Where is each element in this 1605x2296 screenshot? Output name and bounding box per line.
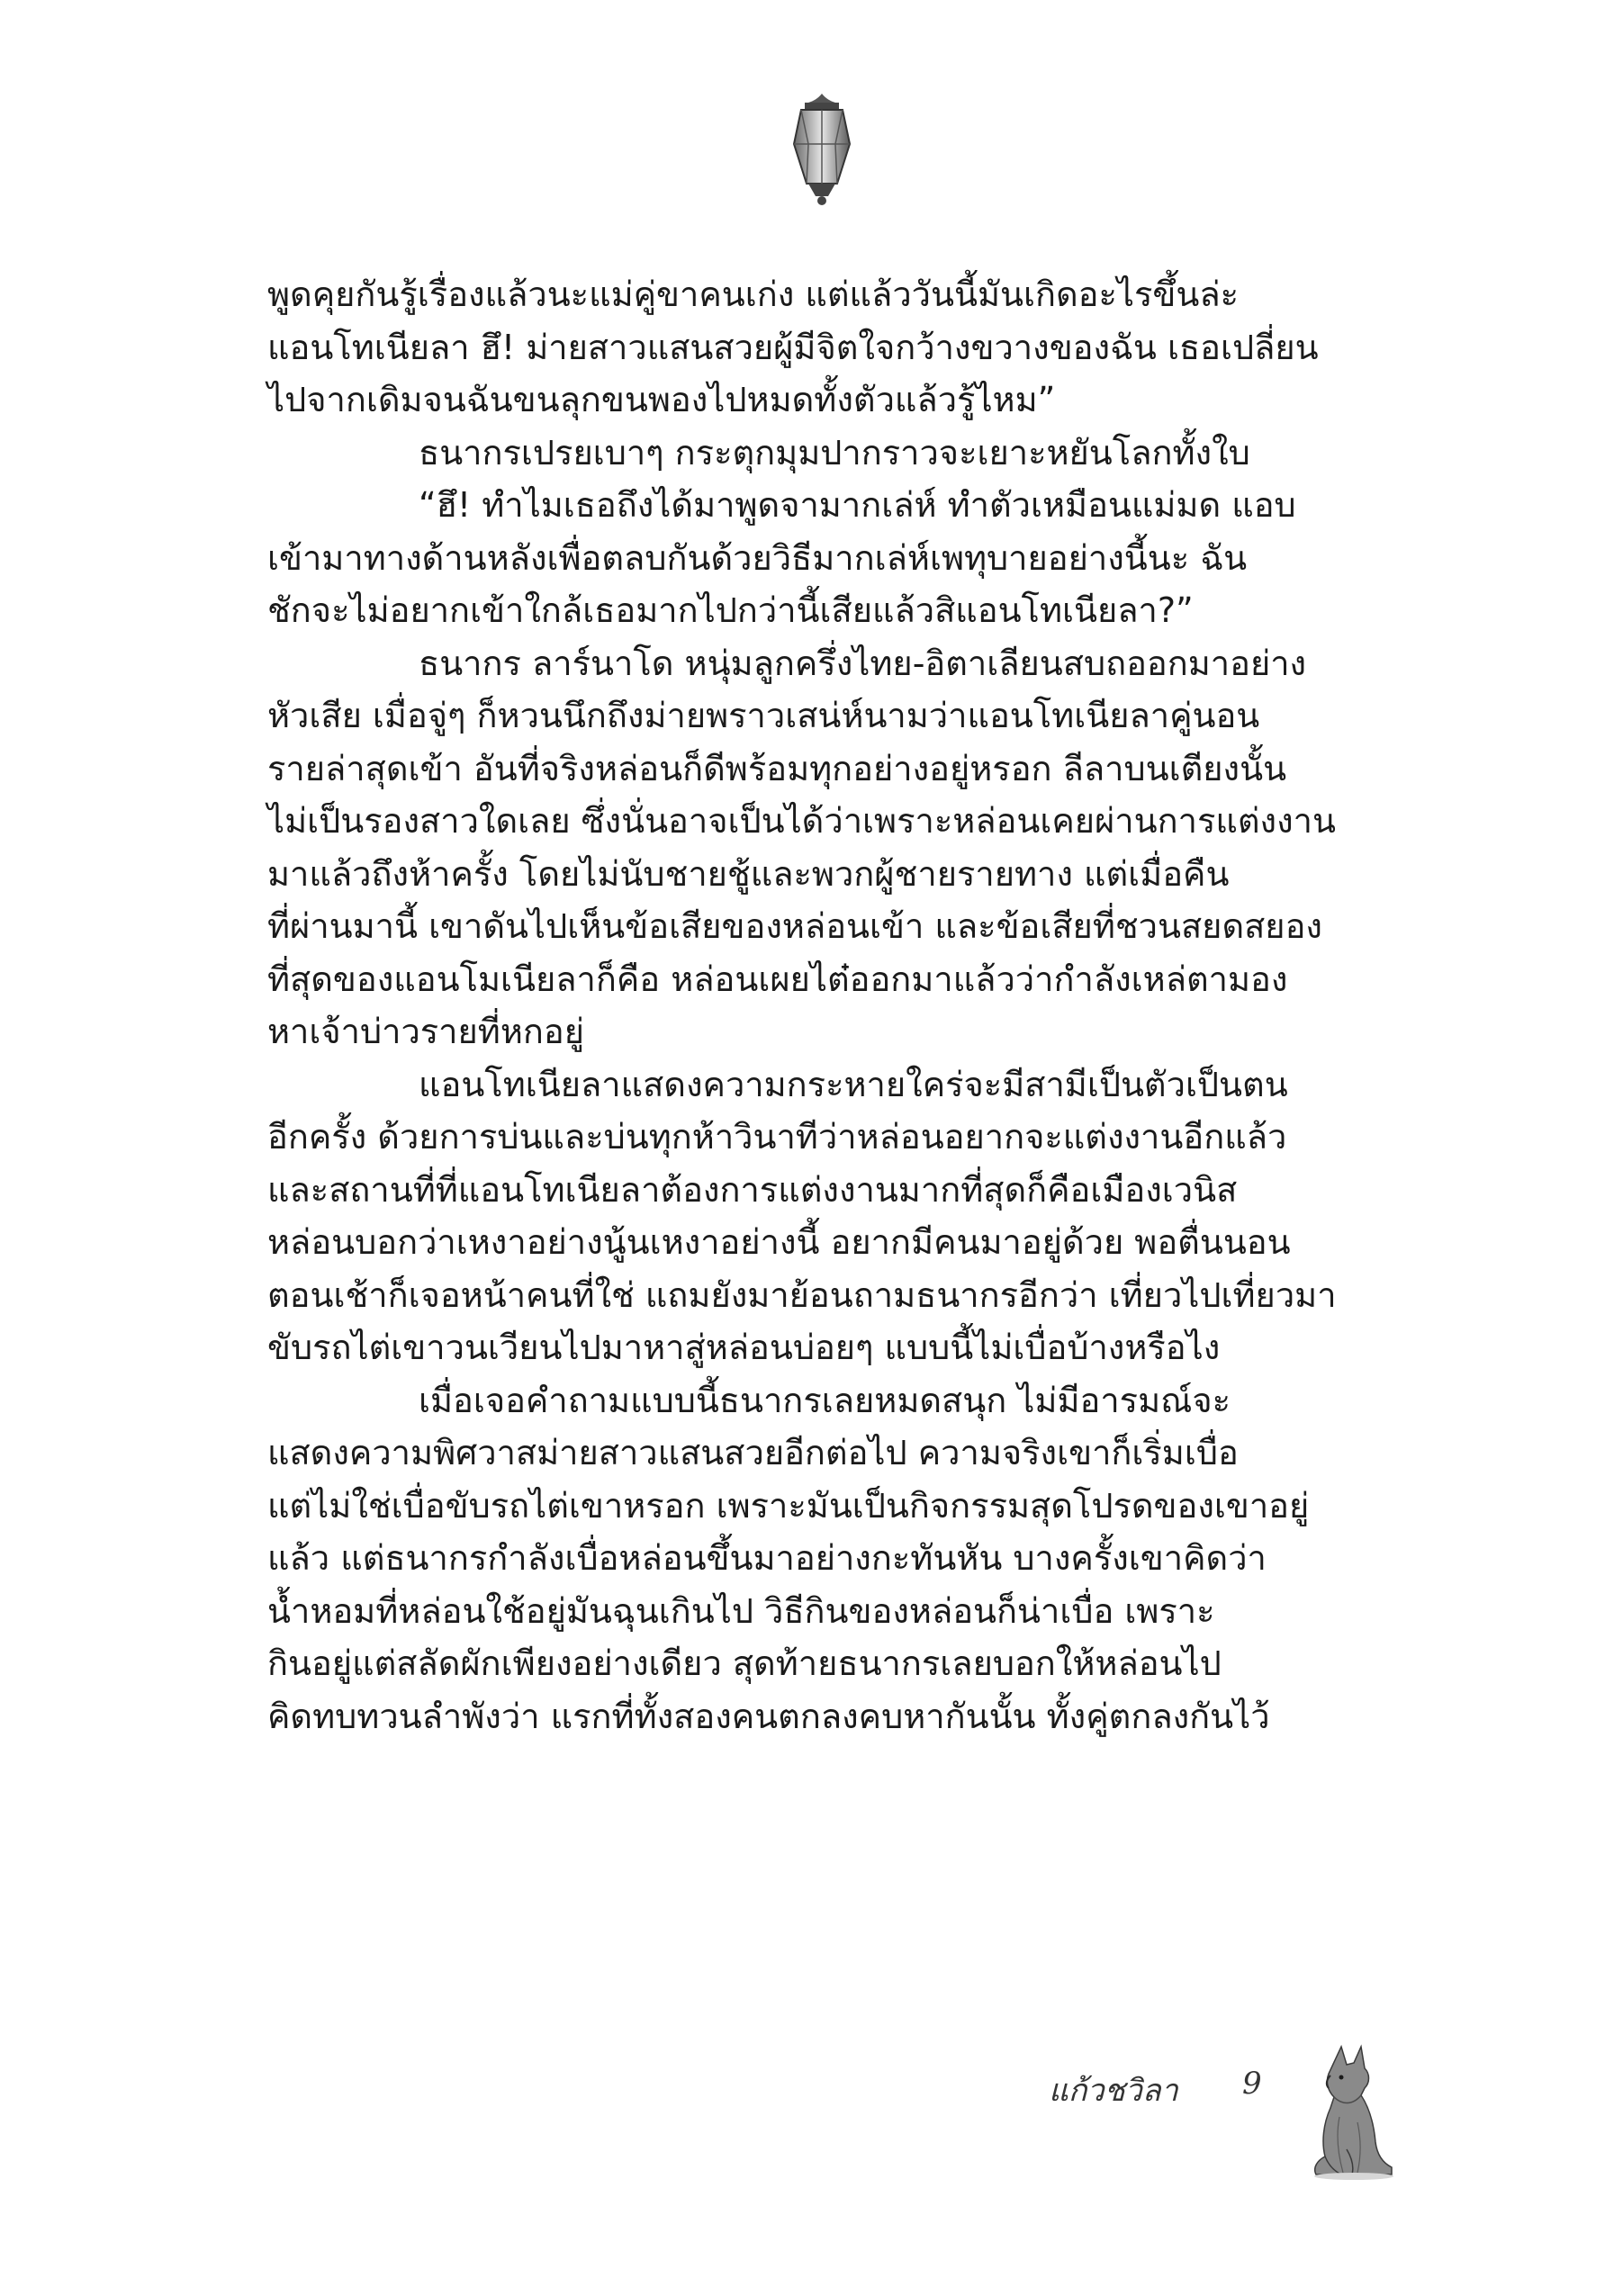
text-line: กินอยู่แต่สลัดผักเพียงอย่างเดียว สุดท้ายธนากรเลยบอกให้หล่อนไป (267, 1643, 1222, 1683)
text-line: และสถานที่ที่แอนโทเนียลาต้องการแต่งงานมากที่สุดก็คือเมืองเวนิส (267, 1169, 1238, 1210)
text-line: น้ำหอมที่หล่อนใช้อยู่มันฉุนเกินไป วิธีกินของหล่อนก็น่าเบื่อ เพราะ (267, 1590, 1215, 1631)
text-line: รายล่าสุดเข้า อันที่จริงหล่อนก็ดีพร้อมทุกอย่างอยู่หรอก ลีลาบนเตียงนั้น (267, 748, 1287, 788)
text-line: คิดทบทวนลำพังว่า แรกที่ทั้งสองคนตกลงคบหากันนั้น ทั้งคู่ตกลงกันไว้ (267, 1696, 1270, 1736)
text-line: แล้ว แต่ธนากรกำลังเบื่อหล่อนขึ้นมาอย่างกะทันหัน บางครั้งเขาคิดว่า (267, 1538, 1267, 1578)
text-line: เมื่อเจอคำถามแบบนี้ธนากรเลยหมดสนุก ไม่มีอารมณ์จะ (419, 1380, 1231, 1420)
text-line: ที่สุดของแอนโมเนียลาก็คือ หล่อนเผยไต๋ออกมาแล้วว่ากำลังเหล่ตามอง (267, 959, 1288, 999)
text-line: แอนโทเนียลา ฮึ! ม่ายสาวแสนสวยผู้มีจิตใจกว้างขวางของฉัน เธอเปลี่ยน (267, 327, 1319, 367)
text-line: ไปจากเดิมจนฉันขนลุกขนพองไปหมดทั้งตัวแล้วรู้ไหม” (267, 380, 1056, 419)
text-line: หัวเสีย เมื่อจู่ๆ ก็หวนนึกถึงม่ายพราวเสน่ห์นามว่าแอนโทเนียลาคู่นอน (267, 696, 1260, 735)
running-title: แก้วชวิลา (1049, 2073, 1178, 2109)
text-line: พูดคุยกันรู้เรื่องแล้วนะแม่คู่ขาคนเก่ง แต่แล้ววันนี้มันเกิดอะไรขึ้นล่ะ (267, 275, 1240, 314)
text-line: แสดงความพิศวาสม่ายสาวแสนสวยอีกต่อไป ความจริงเขาก็เริ่มเบื่อ (267, 1433, 1239, 1472)
text-line: ตอนเช้าก็เจอหน้าคนที่ใช่ แถมยังมาย้อนถามธนากรอีกว่า เที่ยวไปเที่ยวมา (267, 1274, 1337, 1315)
text-line: ชักจะไม่อยากเข้าใกล้เธอมากไปกว่านี้เสียแล้วสิแอนโทเนียลา?” (267, 590, 1194, 630)
text-line: ธนากรเปรยเบาๆ กระตุกมุมปากราวจะเยาะหยันโลกทั้งใบ (419, 432, 1250, 473)
text-line: มาแล้วถึงห้าครั้ง โดยไม่นับชายชู้และพวกผู้ชายรายทาง แต่เมื่อคืน (267, 853, 1230, 894)
text-line: อีกครั้ง ด้วยการบ่นและบ่นทุกห้าวินาทีว่าหล่อนอยากจะแต่งงานอีกแล้ว (267, 1117, 1287, 1157)
body-text (267, 268, 1399, 1742)
text-line: เข้ามาทางด้านหลังเพื่อตลบกันด้วยวิธีมากเล่ห์เพทุบายอย่างนี้นะ ฉัน (267, 537, 1248, 578)
lantern-icon (781, 90, 862, 207)
page-number: 9 (1242, 2066, 1262, 2102)
text-line: ที่ผ่านมานี้ เขาดันไปเห็นข้อเสียของหล่อนเข้า และข้อเสียที่ชวนสยดสยอง (267, 906, 1322, 946)
text-line: หล่อนบอกว่าเหงาอย่างนู้นเหงาอย่างนี้ อยากมีคนมาอยู่ด้วย พอตื่นนอน (267, 1222, 1291, 1262)
dog-illustration (1298, 2041, 1397, 2181)
text-line: หาเจ้าบ่าวรายที่หกอยู่ (267, 1012, 584, 1051)
text-line: ธนากร ลาร์นาโด หนุ่มลูกครึ่งไทย-อิตาเลียนสบถออกมาอย่าง (419, 643, 1307, 683)
text-line: แต่ไม่ใช่เบื่อขับรถไต่เขาหรอก เพราะมันเป็นกิจกรรมสุดโปรดของเขาอยู่ (267, 1485, 1310, 1526)
text-line: แอนโทเนียลาแสดงความกระหายใคร่จะมีสามีเป็นตัวเป็นตน (419, 1064, 1288, 1104)
text-line: “ฮึ! ทำไมเธอถึงได้มาพูดจามากเล่ห์ ทำตัวเหมือนแม่มด แอบ (419, 485, 1296, 525)
text-line: ไม่เป็นรองสาวใดเลย ซึ่งนั่นอาจเป็นได้ว่าเพราะหล่อนเคยผ่านการแต่งงาน (267, 801, 1336, 841)
text-line: ขับรถไต่เขาวนเวียนไปมาหาสู่หล่อนบ่อยๆ แบบนี้ไม่เบื่อบ้างหรือไง (267, 1328, 1221, 1367)
